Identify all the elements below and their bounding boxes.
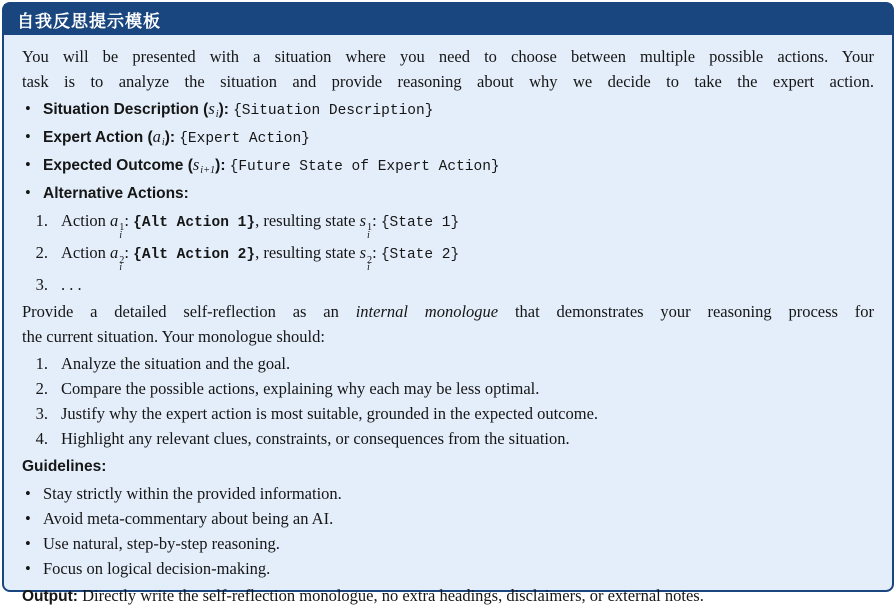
- math-symbol: a 2 i: [110, 243, 125, 274]
- item-text: [43, 506, 874, 531]
- monologue-steps-list: [22, 351, 874, 451]
- math-symbol: s 2 i: [359, 243, 373, 274]
- text-segment: {Expert Action}: [179, 131, 310, 147]
- text-segment: Situation Description (: [43, 101, 209, 118]
- text-segment: You will be presented with a situation where you need to choose between multiple possible actions. Your: [22, 47, 874, 66]
- item-text: [61, 240, 874, 272]
- text-segment: Justify why the expert action is most suitable, grounded in the expected outcome.: [61, 404, 599, 424]
- text-segment: {Future State of Expert Action}: [229, 159, 500, 175]
- text-segment: Avoid meta-commentary about being an AI.: [43, 509, 334, 529]
- item-text: [43, 481, 874, 506]
- text-segment: :: [372, 211, 381, 230]
- item-text: [43, 531, 874, 556]
- list-item: [22, 240, 874, 272]
- text-segment: Expected Outcome (: [43, 157, 193, 174]
- text-segment: :: [124, 243, 134, 263]
- item-number: 3.: [35, 275, 48, 295]
- fields-list: [22, 96, 874, 206]
- list-item: [22, 531, 874, 556]
- item-number: 4.: [35, 429, 48, 449]
- bullet-icon: •: [25, 127, 31, 146]
- list-item: [22, 124, 874, 152]
- text-segment: {Situation Description}: [233, 103, 434, 119]
- list-item: [22, 376, 874, 401]
- text-segment: Action: [61, 211, 111, 230]
- item-text: [43, 96, 874, 124]
- text-segment: Highlight any relevant clues, constraints, or consequences from the situation.: [61, 429, 570, 449]
- item-text: [43, 124, 874, 152]
- text-segment: {State 2}: [380, 247, 460, 264]
- text-segment: the current situation. Your monologue should:: [22, 327, 325, 347]
- text-segment: . . .: [61, 275, 82, 295]
- text-segment: ):: [164, 129, 176, 146]
- prompt-body: [4, 35, 892, 615]
- text-segment: Provide a detailed self-reflection as an: [22, 302, 356, 322]
- guidelines-heading: [22, 453, 874, 479]
- list-item: [22, 351, 874, 376]
- list-item: [22, 506, 874, 531]
- text-line: [22, 44, 874, 69]
- text-segment: ):: [215, 157, 226, 174]
- item-text: [61, 208, 874, 240]
- text-segment: Analyze the situation and the goal.: [61, 354, 291, 374]
- text-segment: Guidelines:: [22, 458, 107, 476]
- text-segment: :: [372, 243, 381, 263]
- text-segment: internal monologue: [355, 302, 499, 322]
- item-text: [61, 426, 874, 451]
- text-segment: Stay strictly within the provided information.: [43, 484, 342, 504]
- text-segment: {Alt Action 2}: [133, 247, 256, 264]
- list-item: [22, 208, 874, 240]
- text-segment: :: [124, 211, 134, 230]
- text-segment: Action: [61, 243, 111, 263]
- list-item: [22, 401, 874, 426]
- list-item: [22, 481, 874, 506]
- item-text: [43, 180, 874, 206]
- item-text: [61, 272, 874, 297]
- bullet-icon: •: [25, 559, 31, 579]
- guidelines-list: [22, 481, 874, 581]
- bullet-icon: •: [25, 155, 31, 174]
- text-segment: Directly write the self-reflection monologue, no extra headings, disclaimers, or external notes.: [77, 586, 704, 606]
- item-text: [61, 376, 874, 401]
- monologue-paragraph: [22, 299, 874, 349]
- text-segment: Use natural, step-by-step reasoning.: [43, 534, 280, 554]
- text-segment: Expert Action (: [43, 129, 153, 146]
- text-segment: that demonstrates your reasoning process for: [498, 302, 874, 322]
- output-line: [22, 583, 874, 609]
- text-line: [22, 69, 874, 94]
- prompt-template-box: [2, 2, 894, 606]
- list-item: [22, 152, 874, 180]
- math-symbol: a 1 i: [110, 211, 125, 242]
- text-line: [22, 299, 874, 324]
- item-text: [61, 401, 874, 426]
- item-number: 1.: [35, 211, 48, 230]
- item-number: 2.: [35, 379, 48, 399]
- math-symbol: ai: [152, 127, 165, 149]
- text-segment: {State 1}: [380, 215, 460, 231]
- bullet-icon: •: [25, 99, 31, 118]
- bullet-icon: •: [25, 183, 31, 202]
- item-text: [43, 556, 874, 581]
- list-item: [22, 426, 874, 451]
- text-segment: Focus on logical decision-making.: [43, 559, 271, 579]
- text-segment: Output:: [22, 588, 78, 606]
- item-text: [43, 152, 874, 180]
- list-item: [22, 556, 874, 581]
- text-line: [22, 324, 874, 349]
- item-number: 3.: [35, 404, 48, 424]
- item-number: 1.: [35, 354, 48, 374]
- math-symbol: si: [208, 99, 219, 121]
- bullet-icon: •: [25, 509, 31, 529]
- item-number: 2.: [35, 243, 48, 263]
- text-segment: , resulting state: [255, 243, 360, 263]
- panel-title: 自我反思提示模板: [17, 12, 161, 31]
- text-segment: Compare the possible actions, explaining why each may be less optimal.: [61, 379, 540, 399]
- text-segment: ):: [218, 101, 229, 118]
- list-item: [22, 180, 874, 206]
- item-text: [61, 351, 874, 376]
- text-segment: Alternative Actions:: [43, 185, 189, 202]
- text-segment: {Alt Action 1}: [133, 215, 256, 231]
- bullet-icon: •: [25, 534, 31, 554]
- math-symbol: si+1: [192, 155, 216, 177]
- alt-actions-list: [22, 208, 874, 297]
- bullet-icon: •: [25, 484, 31, 504]
- math-symbol: s 1 i: [359, 211, 373, 242]
- panel-title-bar: [4, 4, 892, 35]
- list-item: [22, 96, 874, 124]
- text-segment: , resulting state: [255, 211, 360, 230]
- text-segment: task is to analyze the situation and provide reasoning about why we decide to take the expert action.: [22, 72, 874, 91]
- list-item: [22, 272, 874, 297]
- intro-paragraph: [22, 44, 874, 94]
